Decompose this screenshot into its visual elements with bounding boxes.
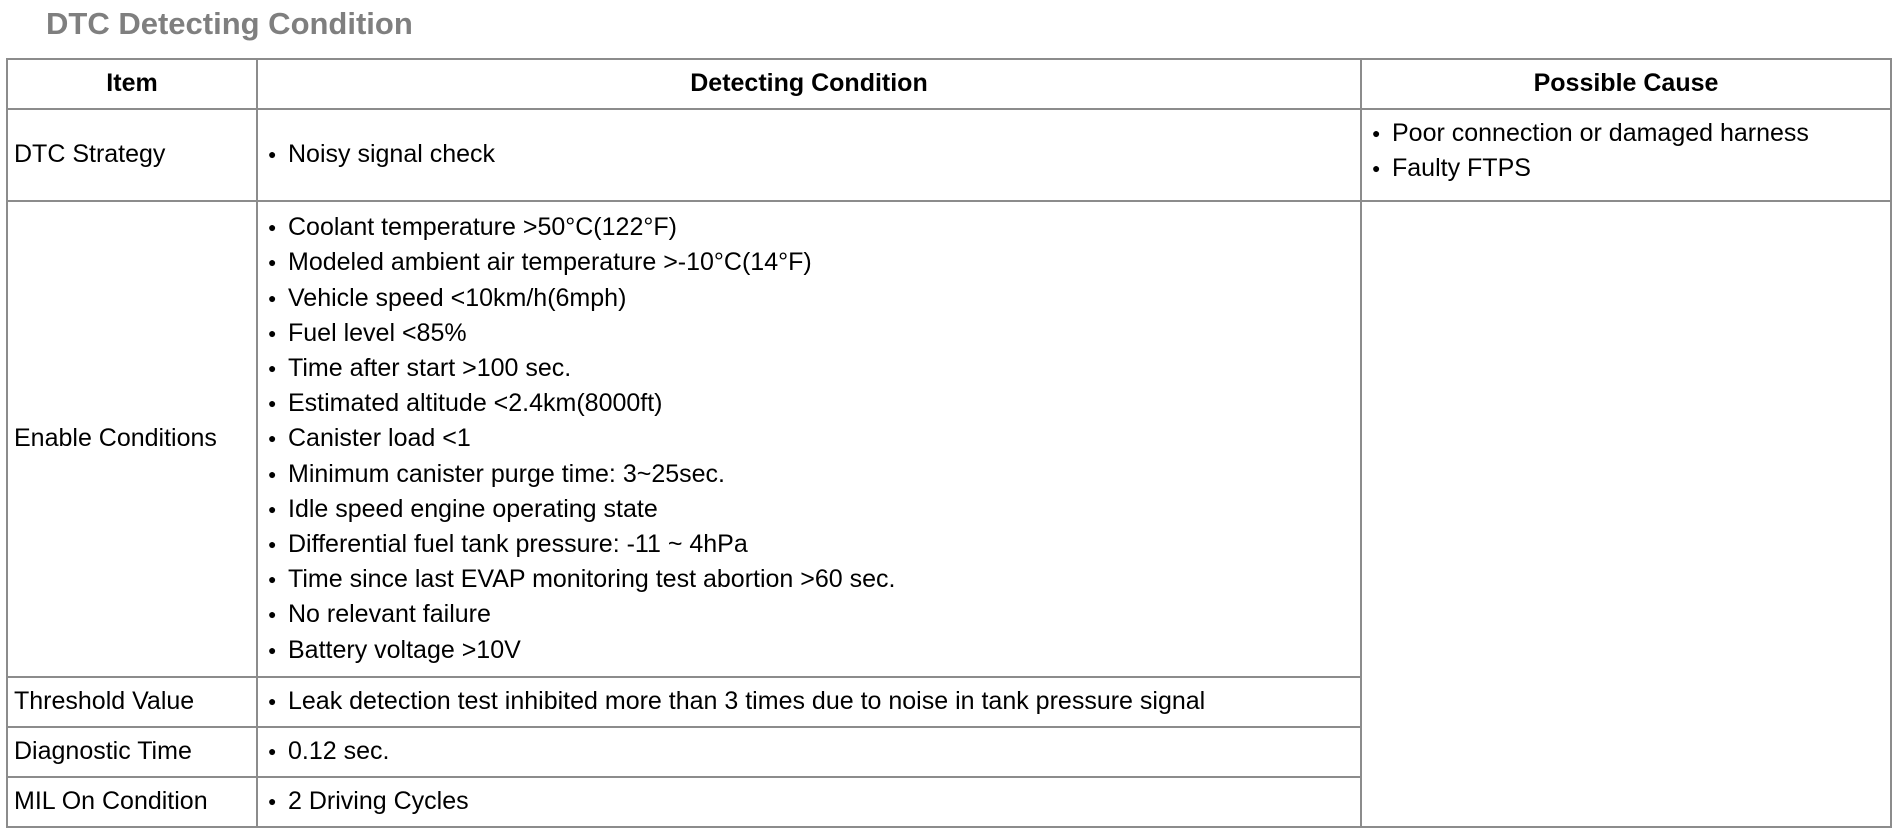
possible-cause-cell — [1361, 109, 1891, 201]
possible-cause-list — [1368, 116, 1884, 186]
condition-list — [264, 137, 1354, 172]
list-item: ● Modeled ambient air temperature >-10°C(14°F) — [264, 245, 1354, 280]
item-cell-enable-conditions: Enable Conditions — [7, 201, 257, 677]
condition-list — [264, 784, 1354, 819]
condition-cell-threshold-value — [257, 677, 1361, 727]
list-item: ● 2 Driving Cycles — [264, 784, 1354, 819]
condition-cell-diagnostic-time — [257, 727, 1361, 777]
list-item: ● 0.12 sec. — [264, 734, 1354, 769]
list-item: ● Minimum canister purge time: 3~25sec. — [264, 457, 1354, 492]
item-cell-diagnostic-time: Diagnostic Time — [7, 727, 257, 777]
list-item: ● Fuel level <85% — [264, 316, 1354, 351]
condition-list — [264, 684, 1354, 719]
list-item: ● Coolant temperature >50°C(122°F) — [264, 210, 1354, 245]
item-cell-threshold-value: Threshold Value — [7, 677, 257, 727]
condition-list — [264, 210, 1354, 668]
list-item: ● Faulty FTPS — [1368, 151, 1884, 186]
list-item: ● Battery voltage >10V — [264, 633, 1354, 668]
table-row — [7, 109, 1891, 201]
list-item: ● Time after start >100 sec. — [264, 351, 1354, 386]
list-item: ● Canister load <1 — [264, 421, 1354, 456]
header-item: Item — [7, 59, 257, 109]
condition-list — [264, 734, 1354, 769]
item-cell-dtc-strategy: DTC Strategy — [7, 109, 257, 201]
table-row — [7, 201, 1891, 677]
list-item: ● Poor connection or damaged harness — [1368, 116, 1884, 151]
page-title: DTC Detecting Condition — [46, 6, 413, 41]
header-possible-cause: Possible Cause — [1361, 59, 1891, 109]
condition-cell-dtc-strategy — [257, 109, 1361, 201]
possible-cause-cell-empty — [1361, 201, 1891, 827]
list-item: ● Idle speed engine operating state — [264, 492, 1354, 527]
list-item: ● Differential fuel tank pressure: -11 ~ 4hPa — [264, 527, 1354, 562]
condition-cell-enable-conditions — [257, 201, 1361, 677]
header-detecting-condition: Detecting Condition — [257, 59, 1361, 109]
list-item: ● Leak detection test inhibited more than 3 times due to noise in tank pressure signal — [264, 684, 1354, 719]
dtc-detecting-condition-table — [6, 58, 1892, 828]
list-item: ● Noisy signal check — [264, 137, 1354, 172]
list-item: ● Estimated altitude <2.4km(8000ft) — [264, 386, 1354, 421]
item-cell-mil-on-condition: MIL On Condition — [7, 777, 257, 827]
condition-cell-mil-on-condition — [257, 777, 1361, 827]
list-item: ● Time since last EVAP monitoring test abortion >60 sec. — [264, 562, 1354, 597]
table-header-row — [7, 59, 1891, 109]
list-item: ● Vehicle speed <10km/h(6mph) — [264, 281, 1354, 316]
list-item: ● No relevant failure — [264, 597, 1354, 632]
